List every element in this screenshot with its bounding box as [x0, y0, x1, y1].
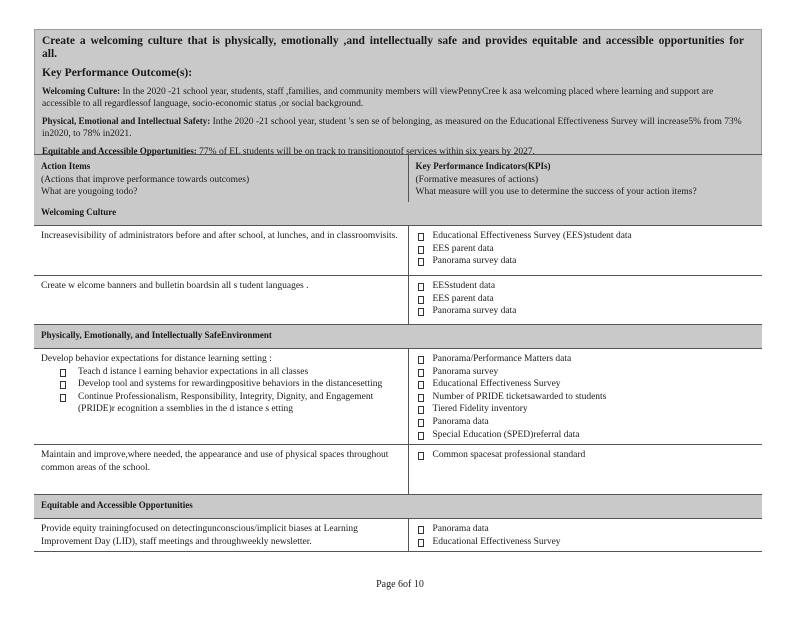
outcome-label: Equitable and Accessible Opportunities:	[42, 146, 197, 156]
outcome-label: Welcoming Culture:	[42, 86, 121, 96]
table-header-row	[34, 155, 762, 202]
sub-action-item: Teach d istance l earning behavior expectations in all classes	[58, 366, 401, 379]
action-items-header	[34, 155, 408, 202]
kpi-item: Panorama/Performance Matters data	[416, 353, 756, 366]
kpi-item: Panorama survey data	[416, 255, 756, 268]
kpi-item: Tiered Fidelity inventory	[416, 403, 756, 416]
action-item-text: Maintain and improve,where needed, the appearance and use of physical spaces throughout common areas of the school.	[41, 450, 389, 473]
action-kpi-table	[34, 154, 762, 552]
kpi-title: Key Performance Indicators(KPIs)	[415, 161, 551, 171]
action-items-question: What are yougoing todo?	[41, 187, 138, 197]
sub-action-item: Continue Professionalism, Responsibility, Integrity, Dignity, and Engagement (PRIDE)r ecognition a ssemblies in the d istance s etting	[58, 391, 401, 416]
action-item-text: Increasevisibility of administrators before and after school, at lunches, and in classroomvisits.	[41, 231, 398, 241]
kpi-header	[408, 155, 762, 202]
action-row	[34, 519, 762, 552]
kpo-heading: Key Performance Outcome(s):	[42, 67, 193, 79]
kpi-item: Panorama survey	[416, 366, 756, 379]
outcome-safety	[42, 116, 754, 140]
action-item-text: Create w elcome banners and bulletin boardsin all s tudent languages .	[41, 281, 309, 291]
kpi-cell	[408, 226, 762, 276]
kpi-list	[416, 449, 756, 462]
goal-box	[34, 29, 762, 157]
kpi-item: Educational Effectiveness Survey	[416, 378, 756, 391]
section-header-row	[34, 202, 762, 226]
action-items-title: Action Items	[41, 161, 91, 171]
kpi-list	[416, 280, 756, 318]
section-header-row	[34, 495, 762, 519]
action-items-subtitle: (Actions that improve performance towards outcomes)	[41, 174, 250, 185]
kpi-item: EES parent data	[416, 243, 756, 256]
outcome-label: Physical, Emotional and Intellectual Safety:	[42, 116, 211, 126]
action-item-cell	[34, 276, 408, 325]
action-item-cell	[34, 226, 408, 276]
action-row	[34, 349, 762, 445]
action-item-text: Develop behavior expectations for distance learning setting :	[41, 354, 272, 364]
action-item-cell	[34, 519, 408, 552]
action-row	[34, 445, 762, 495]
section-header-row	[34, 325, 762, 349]
outcome-text: In the 2020 -21 school year, students, staff ,families, and community members will viewPennyCree k asa welcoming placed where learning and support are accessible to all regardlessof language, socio-economic status ,or social background.	[42, 87, 714, 109]
kpi-item: Special Education (SPED)referral data	[416, 429, 756, 442]
goal-title: Create a welcoming culture that is physically, emotionally ,and intellectually safe and provides equitable and accessible opportunities for all.	[42, 35, 744, 60]
section-title: Welcoming Culture	[34, 202, 762, 226]
kpi-cell	[408, 445, 762, 495]
action-item-cell	[34, 349, 408, 445]
plan-page	[34, 29, 762, 552]
kpi-subtitle: (Formative measures of actions)	[415, 174, 539, 185]
action-row	[34, 226, 762, 276]
action-item-cell	[34, 445, 408, 495]
section-title: Physically, Emotionally, and Intellectually SafeEnvironment	[34, 325, 762, 349]
outcome-welcoming	[42, 86, 754, 110]
kpi-cell	[408, 349, 762, 445]
outcome-text: 77% of EL students will be on track to transitionoutof services within six years by 2027.	[199, 147, 535, 157]
action-item-text: Provide equity trainingfocused on detectingunconscious/implicit biases at Learning Improvement Day (LID), staff meetings and throughweekly newsletter.	[41, 524, 358, 547]
section-title: Equitable and Accessible Opportunities	[34, 495, 762, 519]
kpi-cell	[408, 276, 762, 325]
kpi-item: EES parent data	[416, 293, 756, 306]
kpi-item: Common spacesat professional standard	[416, 449, 756, 462]
kpi-item: Panorama data	[416, 416, 756, 429]
kpi-item: Panorama data	[416, 523, 756, 536]
kpi-item: EESstudent data	[416, 280, 756, 293]
kpi-cell	[408, 519, 762, 552]
kpi-item: Educational Effectiveness Survey	[416, 536, 756, 549]
page-number: Page 6of 10	[376, 579, 424, 590]
kpi-list	[416, 353, 756, 441]
sub-action-item: Develop tool and systems for rewardingpositive behaviors in the distancesetting	[58, 378, 401, 391]
action-row	[34, 276, 762, 325]
outcome-text: Inthe 2020 -21 school year, student 's sen se of belonging, as measured on the Educational Effectiveness Survey will increase5% from 73% in2020, to 78% in2021.	[42, 117, 742, 139]
kpi-question: What measure will you use to determine the success of your action items?	[415, 187, 697, 197]
kpi-list	[416, 230, 756, 268]
kpi-list	[416, 523, 756, 548]
kpi-item: Panorama survey data	[416, 305, 756, 318]
kpi-item: Educational Effectiveness Survey (EES)student data	[416, 230, 756, 243]
kpi-item: Number of PRIDE ticketsawarded to students	[416, 391, 756, 404]
sub-action-list	[41, 366, 401, 416]
